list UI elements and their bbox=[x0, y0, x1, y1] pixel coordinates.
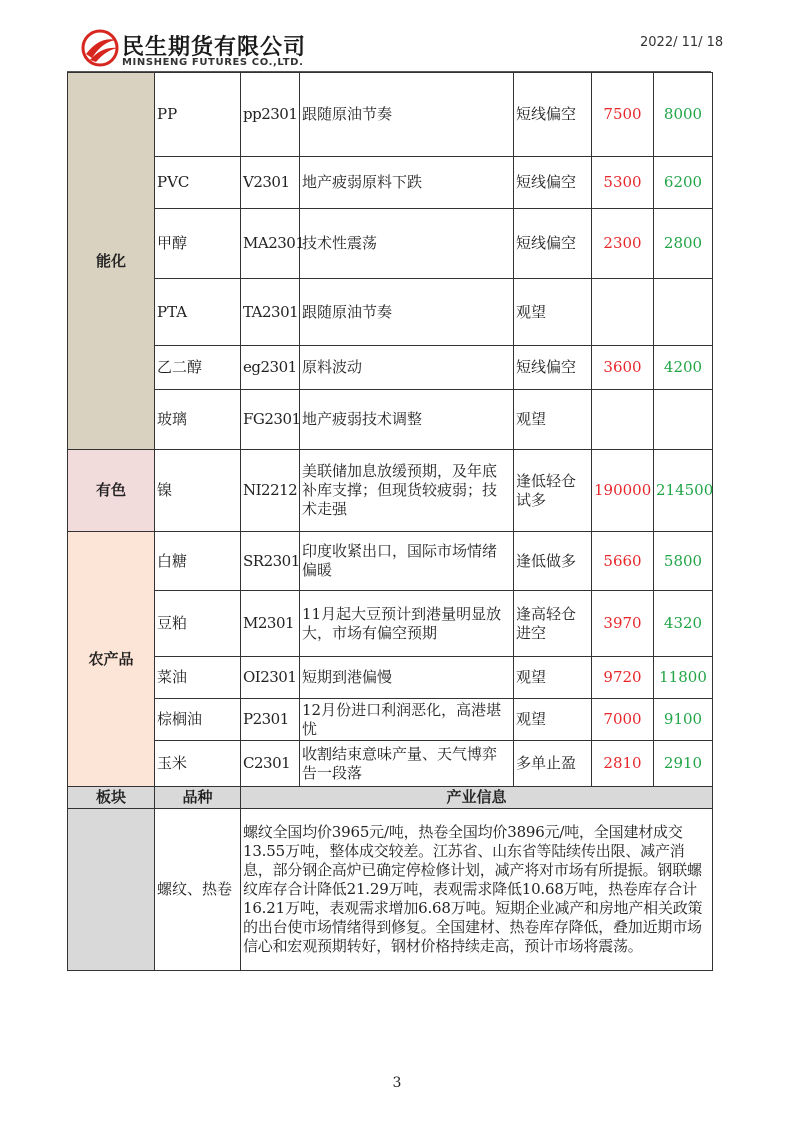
market-note: 美联储加息放缓预期，及年底补库支撑；但现货较疲弱；技术走强 bbox=[300, 450, 514, 532]
high-price bbox=[654, 390, 713, 450]
variety-name: 镍 bbox=[155, 450, 241, 532]
low-price: 2300 bbox=[592, 209, 654, 279]
table-row bbox=[68, 591, 713, 657]
table-row bbox=[68, 346, 713, 390]
contract-code: SR2301 bbox=[241, 532, 300, 591]
contract-code: FG2301 bbox=[241, 390, 300, 450]
high-price: 8000 bbox=[654, 73, 713, 157]
table-row bbox=[68, 450, 713, 532]
company-name-cn: 民生期货有限公司 bbox=[122, 35, 307, 60]
contract-code: NI2212 bbox=[241, 450, 300, 532]
strategy: 多单止盈 bbox=[514, 741, 592, 787]
market-note: 地产疲弱技术调整 bbox=[300, 390, 514, 450]
low-price bbox=[592, 390, 654, 450]
sector-nonferrous: 有色 bbox=[68, 450, 155, 532]
high-price: 5800 bbox=[654, 532, 713, 591]
high-price: 11800 bbox=[654, 657, 713, 699]
strategy: 逢低轻仓试多 bbox=[514, 450, 592, 532]
industry-info-text: 螺纹全国均价3965元/吨，热卷全国均价3896元/吨，全国建材成交13.55万吨，整体成交较差。江苏省、山东省等陆续传出限、减产消息，部分钢企高炉已确定停检修计划，减产将对市场有所提振。钢联螺纹库存合计降低21.29万吨，表观需求降低10.68万吨，热卷库存合计16.21万吨，表观需求增加6.68万吨。短期企业减产和房地产相关政策的出台使市场情绪得到修复。全国建材、热卷库存降低，叠加近期市场信心和宏观预期转好，钢材价格持续走高，预计市场将震荡。 bbox=[241, 809, 713, 971]
table-row bbox=[68, 209, 713, 279]
info-variety: 螺纹、热卷 bbox=[155, 809, 241, 971]
high-price: 4320 bbox=[654, 591, 713, 657]
high-price: 4200 bbox=[654, 346, 713, 390]
market-note: 原料波动 bbox=[300, 346, 514, 390]
strategy: 观望 bbox=[514, 657, 592, 699]
minsheng-logo-icon bbox=[80, 28, 120, 68]
high-price bbox=[654, 279, 713, 346]
table-row bbox=[68, 157, 713, 209]
variety-name: 棕榈油 bbox=[155, 699, 241, 741]
low-price: 3600 bbox=[592, 346, 654, 390]
header-industry-info: 产业信息 bbox=[241, 787, 713, 809]
variety-name: PTA bbox=[155, 279, 241, 346]
sector-energy-chem: 能化 bbox=[68, 73, 155, 450]
low-price bbox=[592, 279, 654, 346]
table-row bbox=[68, 699, 713, 741]
variety-name: 白糖 bbox=[155, 532, 241, 591]
variety-name: 乙二醇 bbox=[155, 346, 241, 390]
info-sector bbox=[68, 809, 155, 971]
variety-name: 玻璃 bbox=[155, 390, 241, 450]
low-price: 5300 bbox=[592, 157, 654, 209]
contract-code: P2301 bbox=[241, 699, 300, 741]
table-row bbox=[68, 657, 713, 699]
table-row bbox=[68, 390, 713, 450]
market-note: 短期到港偏慢 bbox=[300, 657, 514, 699]
variety-name: 甲醇 bbox=[155, 209, 241, 279]
market-note: 11月起大豆预计到港量明显放大，市场有偏空预期 bbox=[300, 591, 514, 657]
table-row bbox=[68, 279, 713, 346]
low-price: 5660 bbox=[592, 532, 654, 591]
table-row bbox=[68, 741, 713, 787]
market-note: 技术性震荡 bbox=[300, 209, 514, 279]
low-price: 2810 bbox=[592, 741, 654, 787]
header-variety: 品种 bbox=[155, 787, 241, 809]
contract-code: MA2301 bbox=[241, 209, 300, 279]
strategy: 观望 bbox=[514, 279, 592, 346]
table-row bbox=[68, 73, 713, 157]
strategy: 逢高轻仓进空 bbox=[514, 591, 592, 657]
high-price: 214500 bbox=[654, 450, 713, 532]
sector-agri: 农产品 bbox=[68, 532, 155, 787]
market-note: 跟随原油节奏 bbox=[300, 279, 514, 346]
company-name-en: MINSHENG FUTURES CO.,LTD. bbox=[122, 57, 304, 68]
report-date: 2022/ 11/ 18 bbox=[640, 35, 724, 50]
strategy: 逢低做多 bbox=[514, 532, 592, 591]
low-price: 9720 bbox=[592, 657, 654, 699]
contract-code: TA2301 bbox=[241, 279, 300, 346]
market-note: 收割结束意味产量、天气博弈告一段落 bbox=[300, 741, 514, 787]
header-sector: 板块 bbox=[68, 787, 155, 809]
market-note: 12月份进口利润恶化，高港堪忧 bbox=[300, 699, 514, 741]
page-header bbox=[0, 0, 794, 72]
strategy: 短线偏空 bbox=[514, 73, 592, 157]
contract-code: C2301 bbox=[241, 741, 300, 787]
contract-code: M2301 bbox=[241, 591, 300, 657]
contract-code: V2301 bbox=[241, 157, 300, 209]
low-price: 7000 bbox=[592, 699, 654, 741]
variety-name: 玉米 bbox=[155, 741, 241, 787]
market-note: 印度收紧出口，国际市场情绪偏暖 bbox=[300, 532, 514, 591]
strategy: 短线偏空 bbox=[514, 157, 592, 209]
high-price: 2800 bbox=[654, 209, 713, 279]
info-table-row bbox=[68, 809, 713, 971]
low-price: 3970 bbox=[592, 591, 654, 657]
variety-name: 豆粕 bbox=[155, 591, 241, 657]
strategy: 观望 bbox=[514, 390, 592, 450]
strategy: 观望 bbox=[514, 699, 592, 741]
page-number: 3 bbox=[392, 1075, 402, 1091]
high-price: 6200 bbox=[654, 157, 713, 209]
high-price: 9100 bbox=[654, 699, 713, 741]
high-price: 2910 bbox=[654, 741, 713, 787]
market-note: 地产疲弱原料下跌 bbox=[300, 157, 514, 209]
contract-code: eg2301 bbox=[241, 346, 300, 390]
info-table-header bbox=[68, 787, 713, 809]
contract-code: OI2301 bbox=[241, 657, 300, 699]
strategy-table bbox=[67, 72, 713, 971]
market-note: 跟随原油节奏 bbox=[300, 73, 514, 157]
variety-name: PP bbox=[155, 73, 241, 157]
low-price: 190000 bbox=[592, 450, 654, 532]
variety-name: PVC bbox=[155, 157, 241, 209]
strategy: 短线偏空 bbox=[514, 209, 592, 279]
strategy: 短线偏空 bbox=[514, 346, 592, 390]
variety-name: 菜油 bbox=[155, 657, 241, 699]
contract-code: pp2301 bbox=[241, 73, 300, 157]
table-row bbox=[68, 532, 713, 591]
low-price: 7500 bbox=[592, 73, 654, 157]
